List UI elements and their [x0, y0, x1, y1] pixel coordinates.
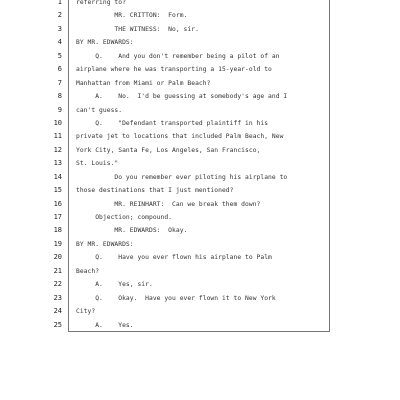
line-number-column: [46, 0, 62, 332]
transcript-line: A. Yes, sir.: [76, 281, 153, 289]
line-number: 17: [53, 213, 62, 221]
transcript-line: Q. "Defendant transported plaintiff in his: [76, 119, 269, 127]
line-number: 14: [53, 172, 62, 181]
line-number: 16: [53, 199, 62, 208]
transcript-line: York City, Santa Fe, Los Angeles, San Francisco,: [76, 146, 261, 154]
line-number: 7: [57, 78, 62, 87]
transcript-line: BY MR. EDWARDS:: [76, 240, 134, 248]
line-number: 25: [53, 320, 62, 329]
transcript-line: Q. Okay. Have you ever flown it to New York: [76, 294, 276, 302]
line-number: 2: [57, 11, 62, 20]
transcript-line: BY MR. EDWARDS:: [76, 39, 134, 47]
transcript-line: those destinations that I just mentioned?: [76, 187, 234, 195]
line-number: 6: [57, 65, 62, 74]
transcript-line: St. Louis.": [76, 160, 119, 168]
transcript-line: Q. Have you ever flown his airplane to Palm: [76, 254, 272, 262]
line-number: 21: [53, 266, 62, 275]
transcript-line: City?: [76, 308, 96, 316]
transcript-line: MR. REINHART: Can we break them down?: [76, 200, 261, 208]
line-number: 9: [57, 105, 62, 114]
line-number: 24: [53, 307, 62, 316]
line-number: 22: [53, 280, 62, 289]
transcript-line: A. No. I'd be guessing at somebody's age and I: [76, 93, 288, 101]
line-number: 1: [57, 0, 62, 6]
transcript-line: private jet to locations that included Palm Beach, New: [76, 133, 284, 141]
line-number: 12: [53, 145, 62, 154]
line-number: 18: [53, 226, 62, 235]
line-number: 4: [57, 38, 62, 47]
transcript-line: Objection; compound.: [76, 214, 173, 221]
transcript-line: can't guess.: [76, 106, 123, 114]
line-number: 15: [53, 186, 62, 195]
transcript-line: Manhattan from Miami or Palm Beach?: [76, 79, 211, 87]
transcript-line: MR. CRITTON: Form.: [76, 12, 188, 20]
line-number: 3: [57, 24, 62, 33]
line-number: 11: [53, 132, 62, 141]
transcript-text-column: [76, 0, 326, 332]
transcript-line: airplane where he was transporting a 15-year-old to: [76, 66, 272, 74]
line-number: 13: [53, 159, 62, 168]
right-margin-rule: [329, 0, 330, 332]
line-number: 5: [57, 51, 62, 60]
transcript-line: Q. And you don't remember being a pilot of an: [76, 52, 280, 60]
transcript-line: A. Yes.: [76, 321, 134, 329]
transcript-line: THE WITNESS: No, sir.: [76, 25, 199, 33]
line-number: 23: [53, 293, 62, 302]
transcript-line: Do you remember ever piloting his airplane to: [76, 173, 288, 181]
line-number: 19: [53, 239, 62, 248]
left-margin-rule: [68, 0, 69, 332]
transcript-line: Beach?: [76, 267, 100, 275]
line-number: 20: [53, 253, 62, 262]
line-number: 10: [53, 118, 62, 127]
transcript-line: MR. EDWARDS: Okay.: [76, 227, 188, 235]
line-number: 8: [57, 92, 62, 101]
transcript-line: referring to?: [76, 0, 126, 6]
